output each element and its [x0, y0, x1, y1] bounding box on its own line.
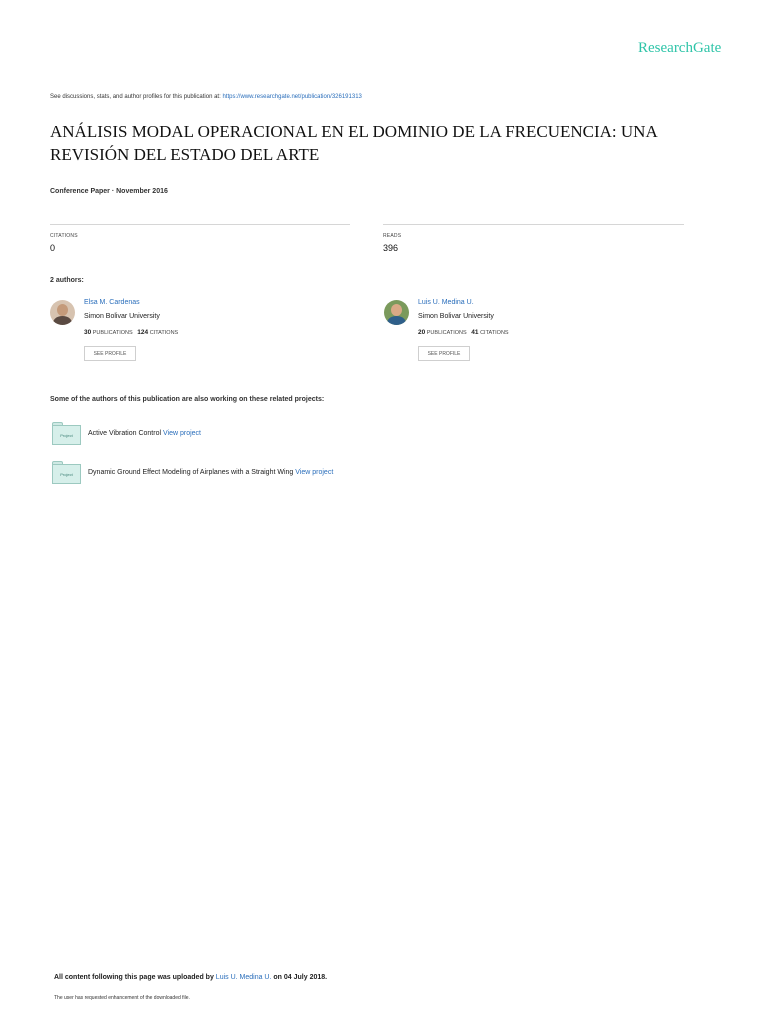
reads-divider — [383, 224, 684, 225]
author-stats — [418, 329, 509, 336]
upload-suffix: on 04 July 2018. — [273, 974, 328, 981]
publication-title: ANÁLISIS MODAL OPERACIONAL EN EL DOMINIO DE LA FRECUENCIA: UNA REVISIÓN DEL ESTADO DEL ARTE — [50, 122, 657, 164]
publication-url-line — [50, 94, 362, 100]
publication-meta: Conference Paper · November 2016 — [50, 188, 168, 195]
reads-label: READS — [383, 233, 402, 239]
avatar[interactable] — [50, 300, 75, 325]
citations-value: 0 — [50, 243, 56, 253]
publications-label: PUBLICATIONS — [426, 330, 467, 336]
publications-count: 30 — [84, 329, 92, 336]
publication-url-link[interactable]: https://www.researchgate.net/publication/326191313 — [222, 94, 362, 100]
project-icon-label: Project — [52, 425, 81, 445]
project-name: Dynamic Ground Effect Modeling of Airplanes with a Straight Wing — [88, 469, 294, 476]
author-name-link[interactable]: Luis U. Medina U. — [418, 299, 474, 306]
view-project-link[interactable]: View project — [162, 430, 201, 437]
enhancement-note: The user has requested enhancement of the downloaded file. — [54, 995, 190, 1001]
author-stats — [84, 329, 178, 336]
see-text: See discussions, stats, and author profiles for this publication at: — [50, 94, 221, 100]
project-item — [50, 422, 550, 448]
see-profile-button[interactable]: SEE PROFILE — [84, 346, 136, 361]
publications-label: PUBLICATIONS — [92, 330, 133, 336]
avatar[interactable] — [384, 300, 409, 325]
citations-divider — [50, 224, 350, 225]
project-icon-label: Project — [52, 464, 81, 484]
projects-heading: Some of the authors of this publication are also working on these related projects: — [50, 396, 325, 403]
uploader-link[interactable]: Luis U. Medina U. — [215, 974, 272, 981]
author-institution: Simon Bolivar University — [84, 313, 160, 320]
authors-heading: 2 authors: — [50, 277, 84, 284]
author-card — [384, 298, 684, 368]
project-name: Active Vibration Control — [88, 430, 162, 437]
project-item — [50, 461, 550, 487]
project-folder-icon — [52, 461, 81, 485]
project-text — [88, 469, 333, 476]
citations-label: CITATIONS — [50, 233, 78, 239]
researchgate-logo[interactable]: ResearchGate — [638, 40, 722, 56]
author-card — [50, 298, 350, 368]
upload-notice — [54, 974, 327, 981]
project-folder-icon — [52, 422, 81, 446]
citations-count: 124 — [137, 329, 149, 336]
see-profile-button[interactable]: SEE PROFILE — [418, 346, 470, 361]
citations-label: CITATIONS — [480, 330, 509, 336]
author-institution: Simon Bolivar University — [418, 313, 494, 320]
citations-count: 41 — [471, 329, 479, 336]
author-name-link[interactable]: Elsa M. Cardenas — [84, 299, 140, 306]
publications-count: 20 — [418, 329, 426, 336]
citations-label: CITATIONS — [149, 330, 179, 336]
project-text — [88, 430, 201, 437]
upload-prefix: All content following this page was uploaded by — [54, 974, 214, 981]
view-project-link[interactable]: View project — [295, 469, 334, 476]
reads-value: 396 — [383, 243, 399, 253]
